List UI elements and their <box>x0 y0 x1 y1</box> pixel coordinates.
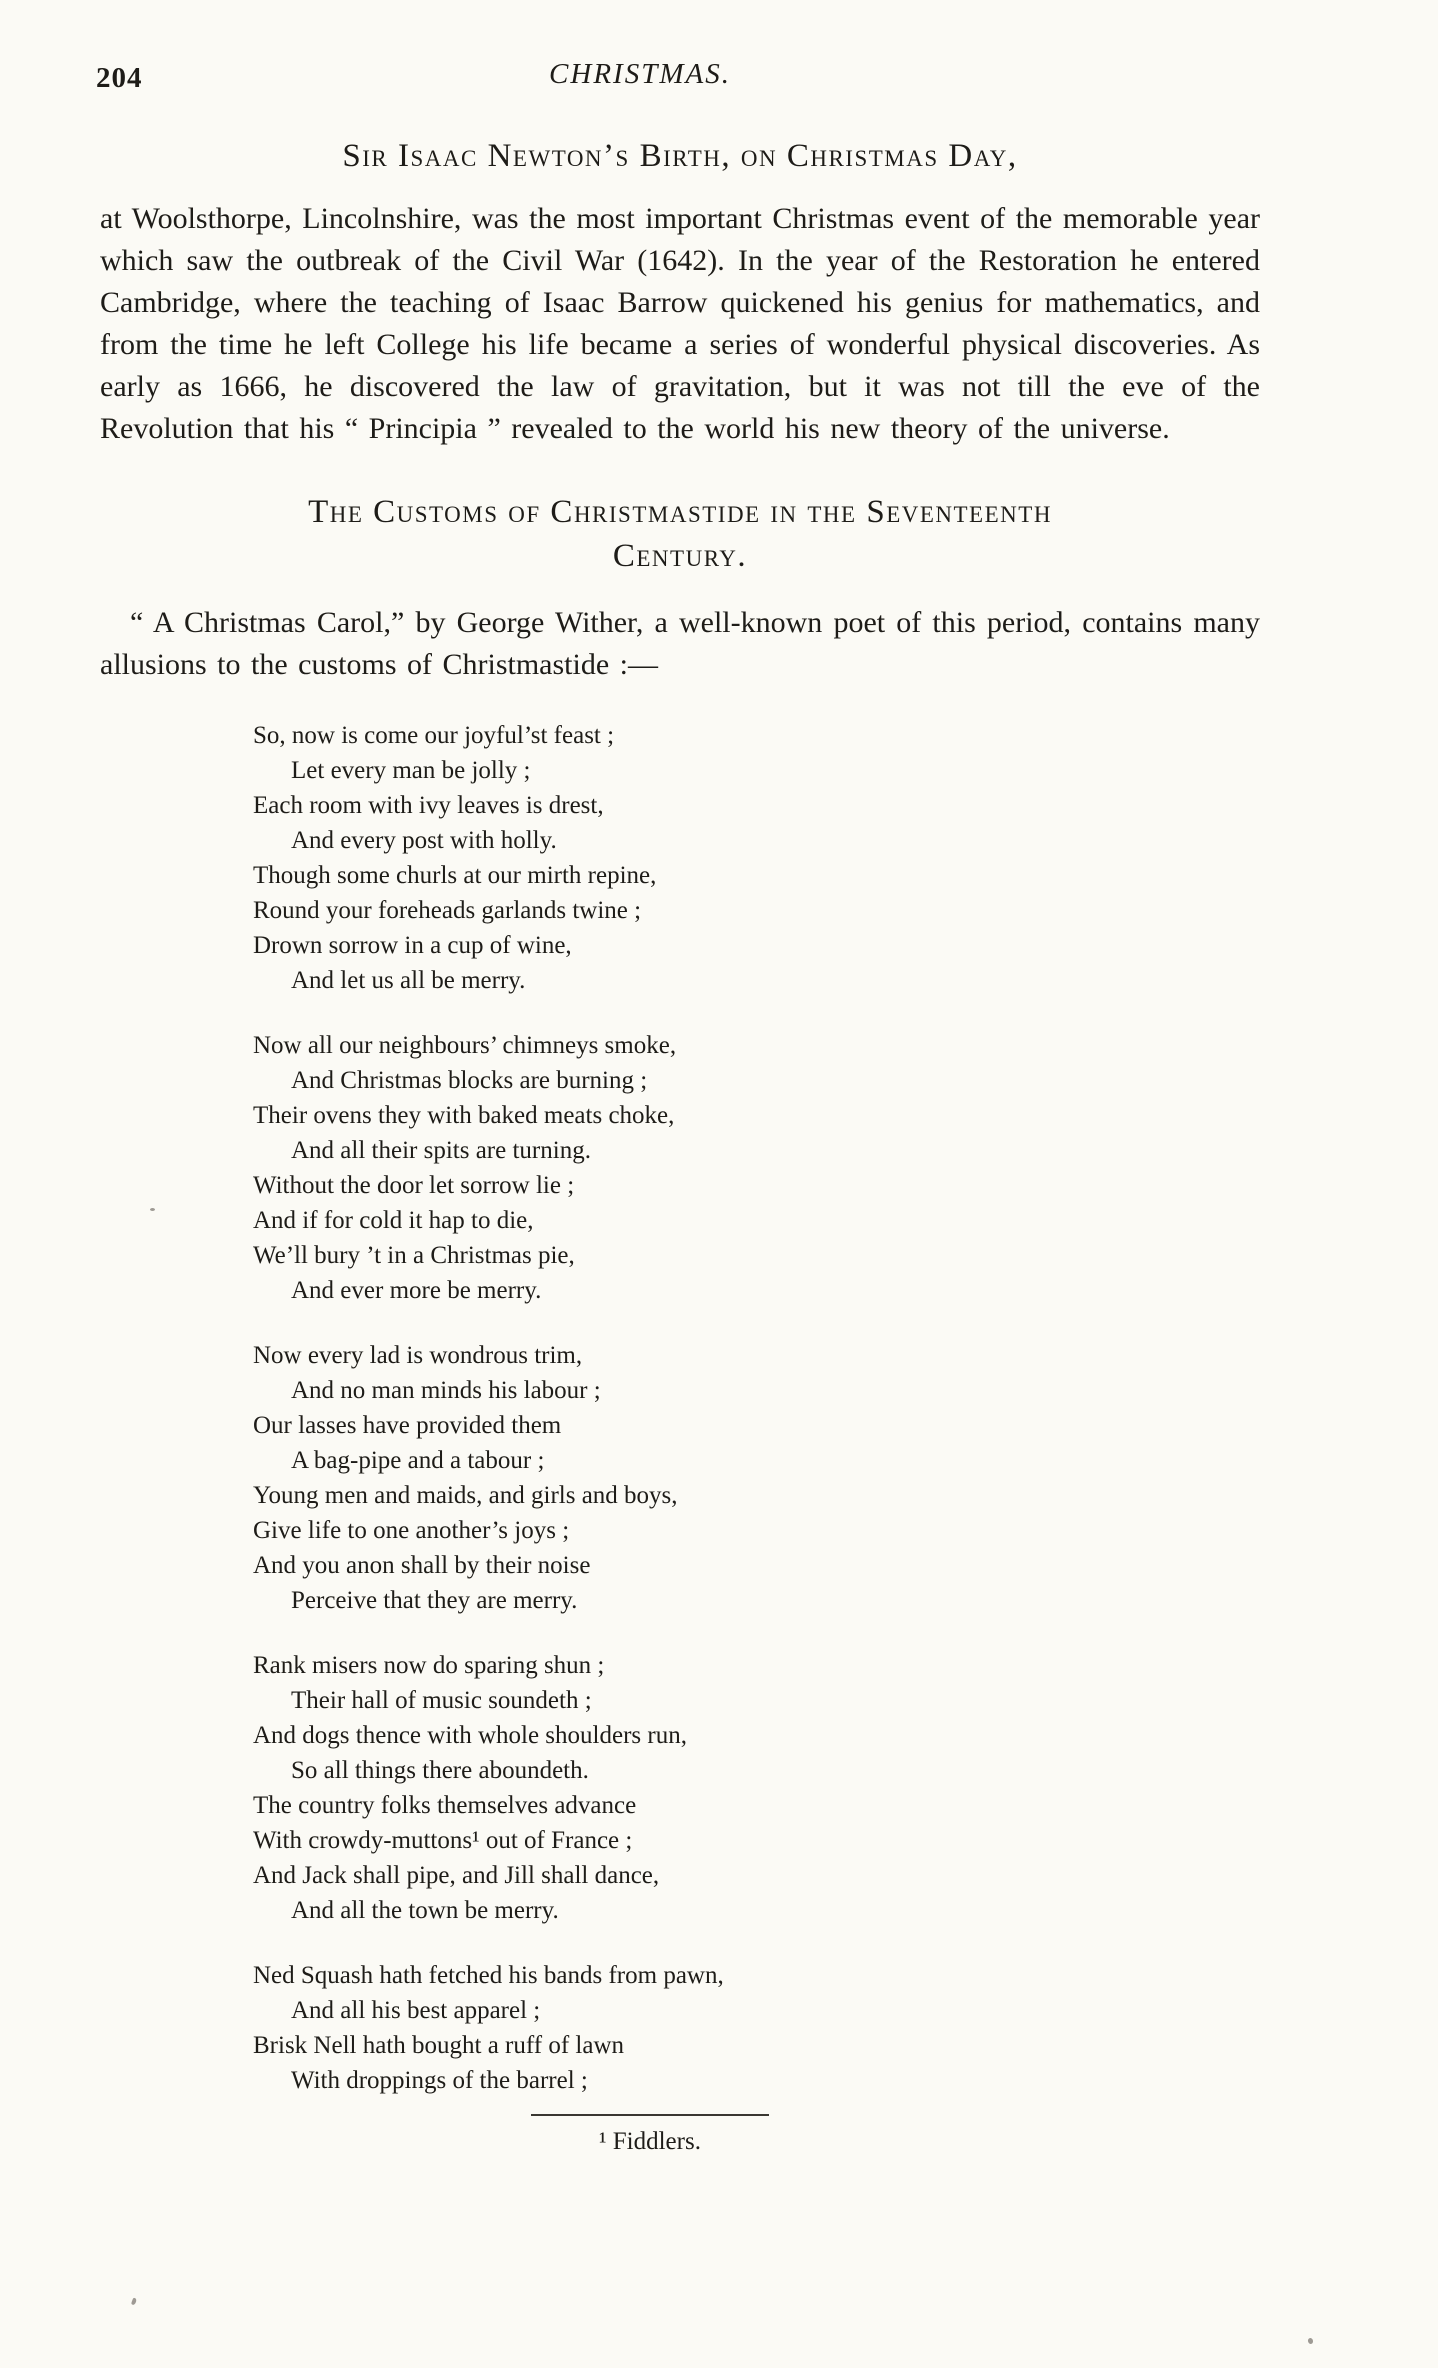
footnote-text: ¹ Fiddlers. <box>599 2128 701 2155</box>
poem-line: And ever more be merry. <box>291 1277 542 1304</box>
poem-line: And every post with holly. <box>291 827 557 854</box>
page-header <box>96 58 1260 98</box>
poem-line: Their ovens they with baked meats choke, <box>253 1102 675 1129</box>
poem-line: Our lasses have provided them <box>253 1412 562 1439</box>
poem-line: Perceive that they are merry. <box>291 1587 578 1614</box>
poem-stanza <box>253 1958 1260 2098</box>
poem-line: Now every lad is wondrous trim, <box>253 1342 583 1369</box>
customs-intro-paragraph: “ A Christmas Carol,” by George Wither, a well-known poet of this period, contains many allusions to the customs of Christmastide :— <box>100 606 1260 681</box>
poem-line: And Christmas blocks are burning ; <box>291 1067 648 1094</box>
poem-line: A bag-pipe and a tabour ; <box>291 1447 545 1474</box>
poem-line: And Jack shall pipe, and Jill shall dance, <box>253 1862 660 1889</box>
ink-speck <box>150 1208 155 1211</box>
poem-line: Drown sorrow in a cup of wine, <box>253 932 572 959</box>
newton-paragraph: at Woolsthorpe, Lincolnshire, was the most important Christmas event of the memorable year which saw the outbreak of the Civil War (1642). In the year of the Restoration he entered Cambridge, where the teaching of Isaac Barrow quickened his genius for mathematics, and from the time he left College his life became a series of wonderful physical discoveries. As early as 1666, he discovered the law of gravitation, but it was not till the eve of the Revolution that his “ Principia ” revealed to the world his new theory of the universe. <box>100 202 1260 445</box>
section-heading-newton-birth: Sir Isaac Newton’s Birth, on Christmas Day, <box>342 138 1018 174</box>
section-heading-customs <box>100 490 1260 578</box>
section-heading-customs-line1: The Customs of Christmastide in the Seventeenth <box>308 494 1052 530</box>
poem-line: Let every man be jolly ; <box>291 757 531 784</box>
poem-carol <box>253 718 1260 2098</box>
poem-line: Give life to one another’s joys ; <box>253 1517 570 1544</box>
ink-speck <box>1307 2337 1313 2344</box>
poem-line: Now all our neighbours’ chimneys smoke, <box>253 1032 677 1059</box>
ink-speck <box>131 2298 137 2306</box>
poem-line: Round your foreheads garlands twine ; <box>253 897 642 924</box>
poem-line: Without the door let sorrow lie ; <box>253 1172 575 1199</box>
poem-stanza <box>253 718 1260 998</box>
poem-line: Their hall of music soundeth ; <box>291 1687 592 1714</box>
poem-line: And no man minds his labour ; <box>291 1377 601 1404</box>
footnote <box>70 2114 1230 2158</box>
poem-line: With crowdy-muttons¹ out of France ; <box>253 1827 633 1854</box>
poem-line: And all their spits are turning. <box>291 1137 591 1164</box>
poem-stanza <box>253 1338 1260 1618</box>
footnote-rule <box>531 2114 769 2116</box>
poem-line: Each room with ivy leaves is drest, <box>253 792 604 819</box>
poem-line: And let us all be merry. <box>291 967 526 994</box>
poem-line: So, now is come our joyful’st feast ; <box>253 722 615 749</box>
poem-line: And you anon shall by their noise <box>253 1552 591 1579</box>
poem-line: So all things there aboundeth. <box>291 1757 589 1784</box>
poem-stanza <box>253 1028 1260 1308</box>
poem-line: We’ll bury ’t in a Christmas pie, <box>253 1242 575 1269</box>
poem-line: And dogs thence with whole shoulders run, <box>253 1722 687 1749</box>
poem-line: With droppings of the barrel ; <box>291 2067 588 2094</box>
poem-line: And all the town be merry. <box>291 1897 559 1924</box>
poem-line: And if for cold it hap to die, <box>253 1207 534 1234</box>
poem-line: Rank misers now do sparing shun ; <box>253 1652 605 1679</box>
poem-line: The country folks themselves advance <box>253 1792 637 1819</box>
poem-stanza <box>253 1648 1260 1928</box>
poem-line: And all his best apparel ; <box>291 1997 541 2024</box>
poem-line: Ned Squash hath fetched his bands from pawn, <box>253 1962 724 1989</box>
poem-line: Though some churls at our mirth repine, <box>253 862 657 889</box>
section-heading-customs-line2: Century. <box>612 538 748 574</box>
poem-line: Young men and maids, and girls and boys, <box>253 1482 678 1509</box>
page-number: 204 <box>96 62 143 94</box>
poem-line: Brisk Nell hath bought a ruff of lawn <box>253 2032 624 2059</box>
running-title: CHRISTMAS. <box>549 58 731 90</box>
